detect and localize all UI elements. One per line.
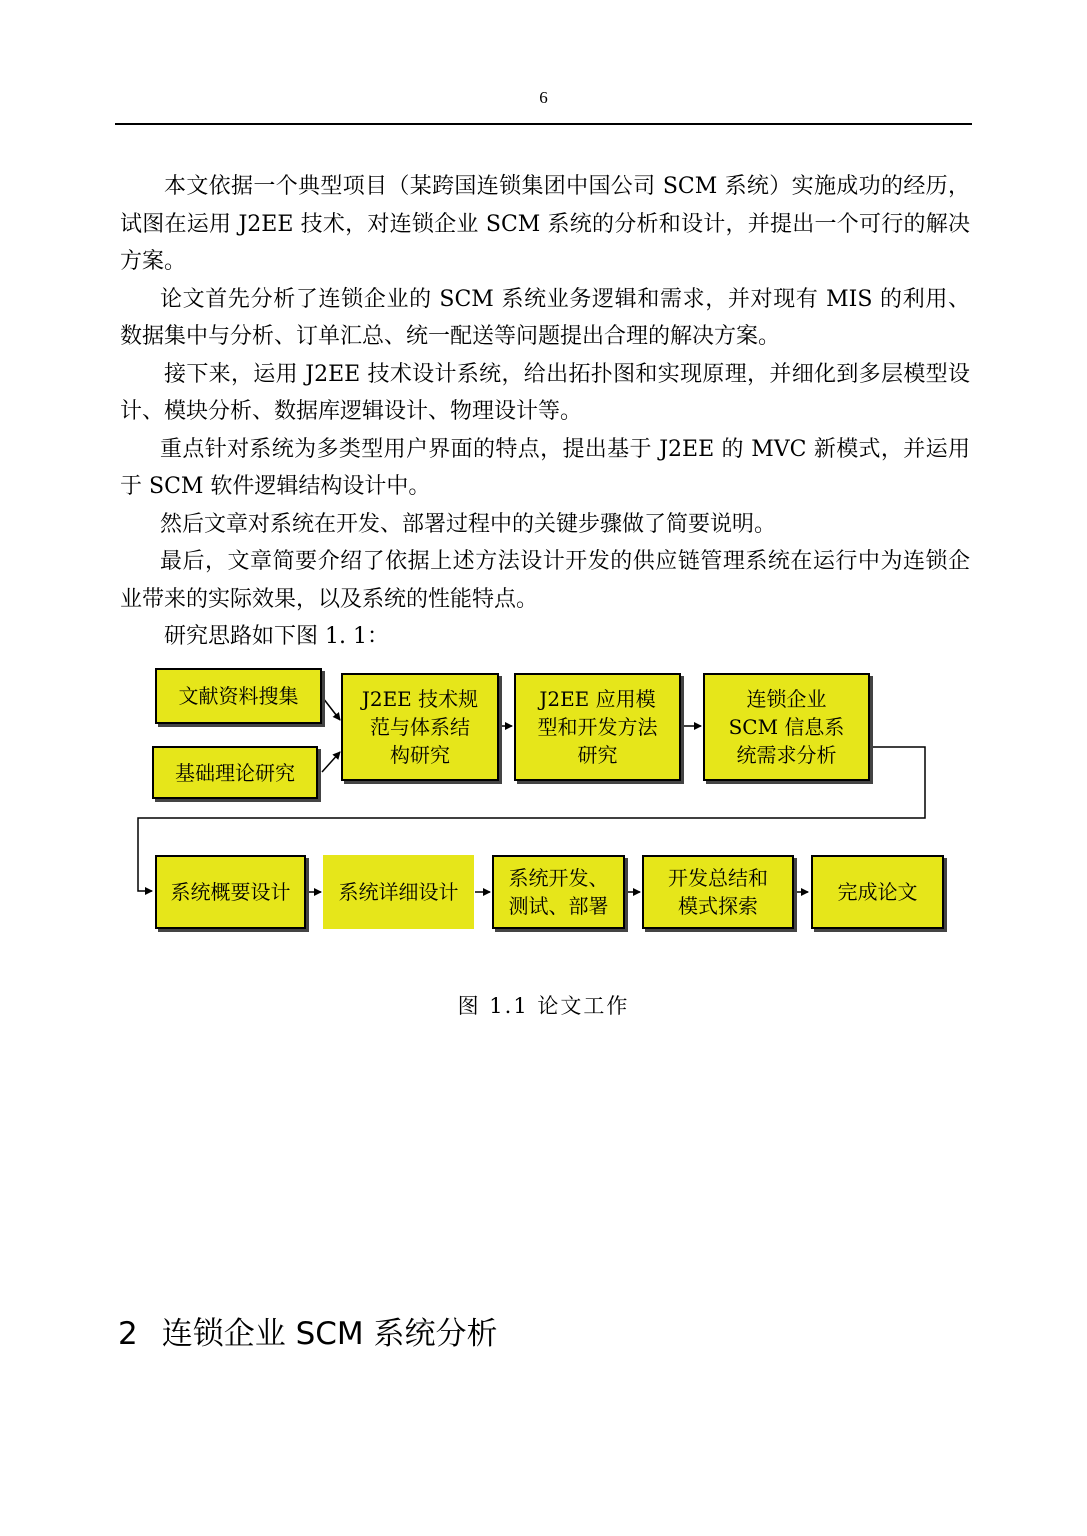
arrow-literature-to-j2ee: [323, 698, 340, 720]
paragraph-deploy: 然后文章对系统在开发、部署过程中的关键步骤做了简要说明。: [160, 511, 777, 537]
box-j2ee-architecture: J2EE 技术规 范与体系结 构研究: [341, 673, 499, 781]
box-scm-requirements: 连锁企业 SCM 信息系 统需求分析: [703, 673, 870, 781]
page-number: 6: [539, 88, 548, 107]
figure-caption: 图 1.1 论文工作: [457, 994, 630, 1018]
box-j2ee-app-model: J2EE 应用模 型和开发方法 研究: [514, 673, 681, 781]
box-detailed-design: 系统详细设计: [323, 855, 474, 929]
paragraph-analysis: 论文首先分析了连锁企业的 SCM 系统业务逻辑和需求，并对现有 MIS 的利用、数据集中与分析、订单汇总、统一配送等问题提出合理的解决方案。: [120, 286, 970, 349]
box-literature-collection: 文献资料搜集: [155, 668, 322, 724]
box-complete-thesis: 完成论文: [811, 855, 944, 929]
paragraph-design: 接下来，运用 J2EE 技术设计系统，给出拓扑图和实现原理，并细化到多层模型设计、模块分析、数据库逻辑设计、物理设计等。: [120, 361, 970, 424]
box-overview-design: 系统概要设计: [155, 855, 306, 929]
paragraph-mvc: 重点针对系统为多类型用户界面的特点，提出基于 J2EE 的 MVC 新模式，并运用于 SCM 软件逻辑结构设计中。: [120, 436, 970, 499]
paragraph-results: 最后，文章简要介绍了依据上述方法设计开发的供应链管理系统在运行中为连锁企业带来的实际效果，以及系统的性能特点。: [120, 549, 970, 612]
header-rule: [115, 123, 972, 125]
section-heading: [118, 1308, 498, 1353]
paragraph-intro: 本文依据一个典型项目（某跨国连锁集团中国公司 SCM 系统）实施成功的经历，试图在运用 J2EE 技术，对连锁企业 SCM 系统的分析和设计，并提出一个可行的解决方案。: [120, 174, 970, 274]
paragraph-figure-intro: 研究思路如下图 1. 1：: [164, 624, 389, 649]
box-summary-exploration: 开发总结和 模式探索: [642, 855, 794, 929]
box-theory-research: 基础理论研究: [152, 746, 318, 799]
section-number: 2: [118, 1316, 138, 1352]
arrow-theory-to-j2ee: [322, 752, 340, 772]
box-development-deployment: 系统开发、 测试、部署: [492, 855, 625, 929]
body-text: [120, 168, 970, 656]
section-title: 连锁企业 SCM 系统分析: [161, 1316, 498, 1352]
